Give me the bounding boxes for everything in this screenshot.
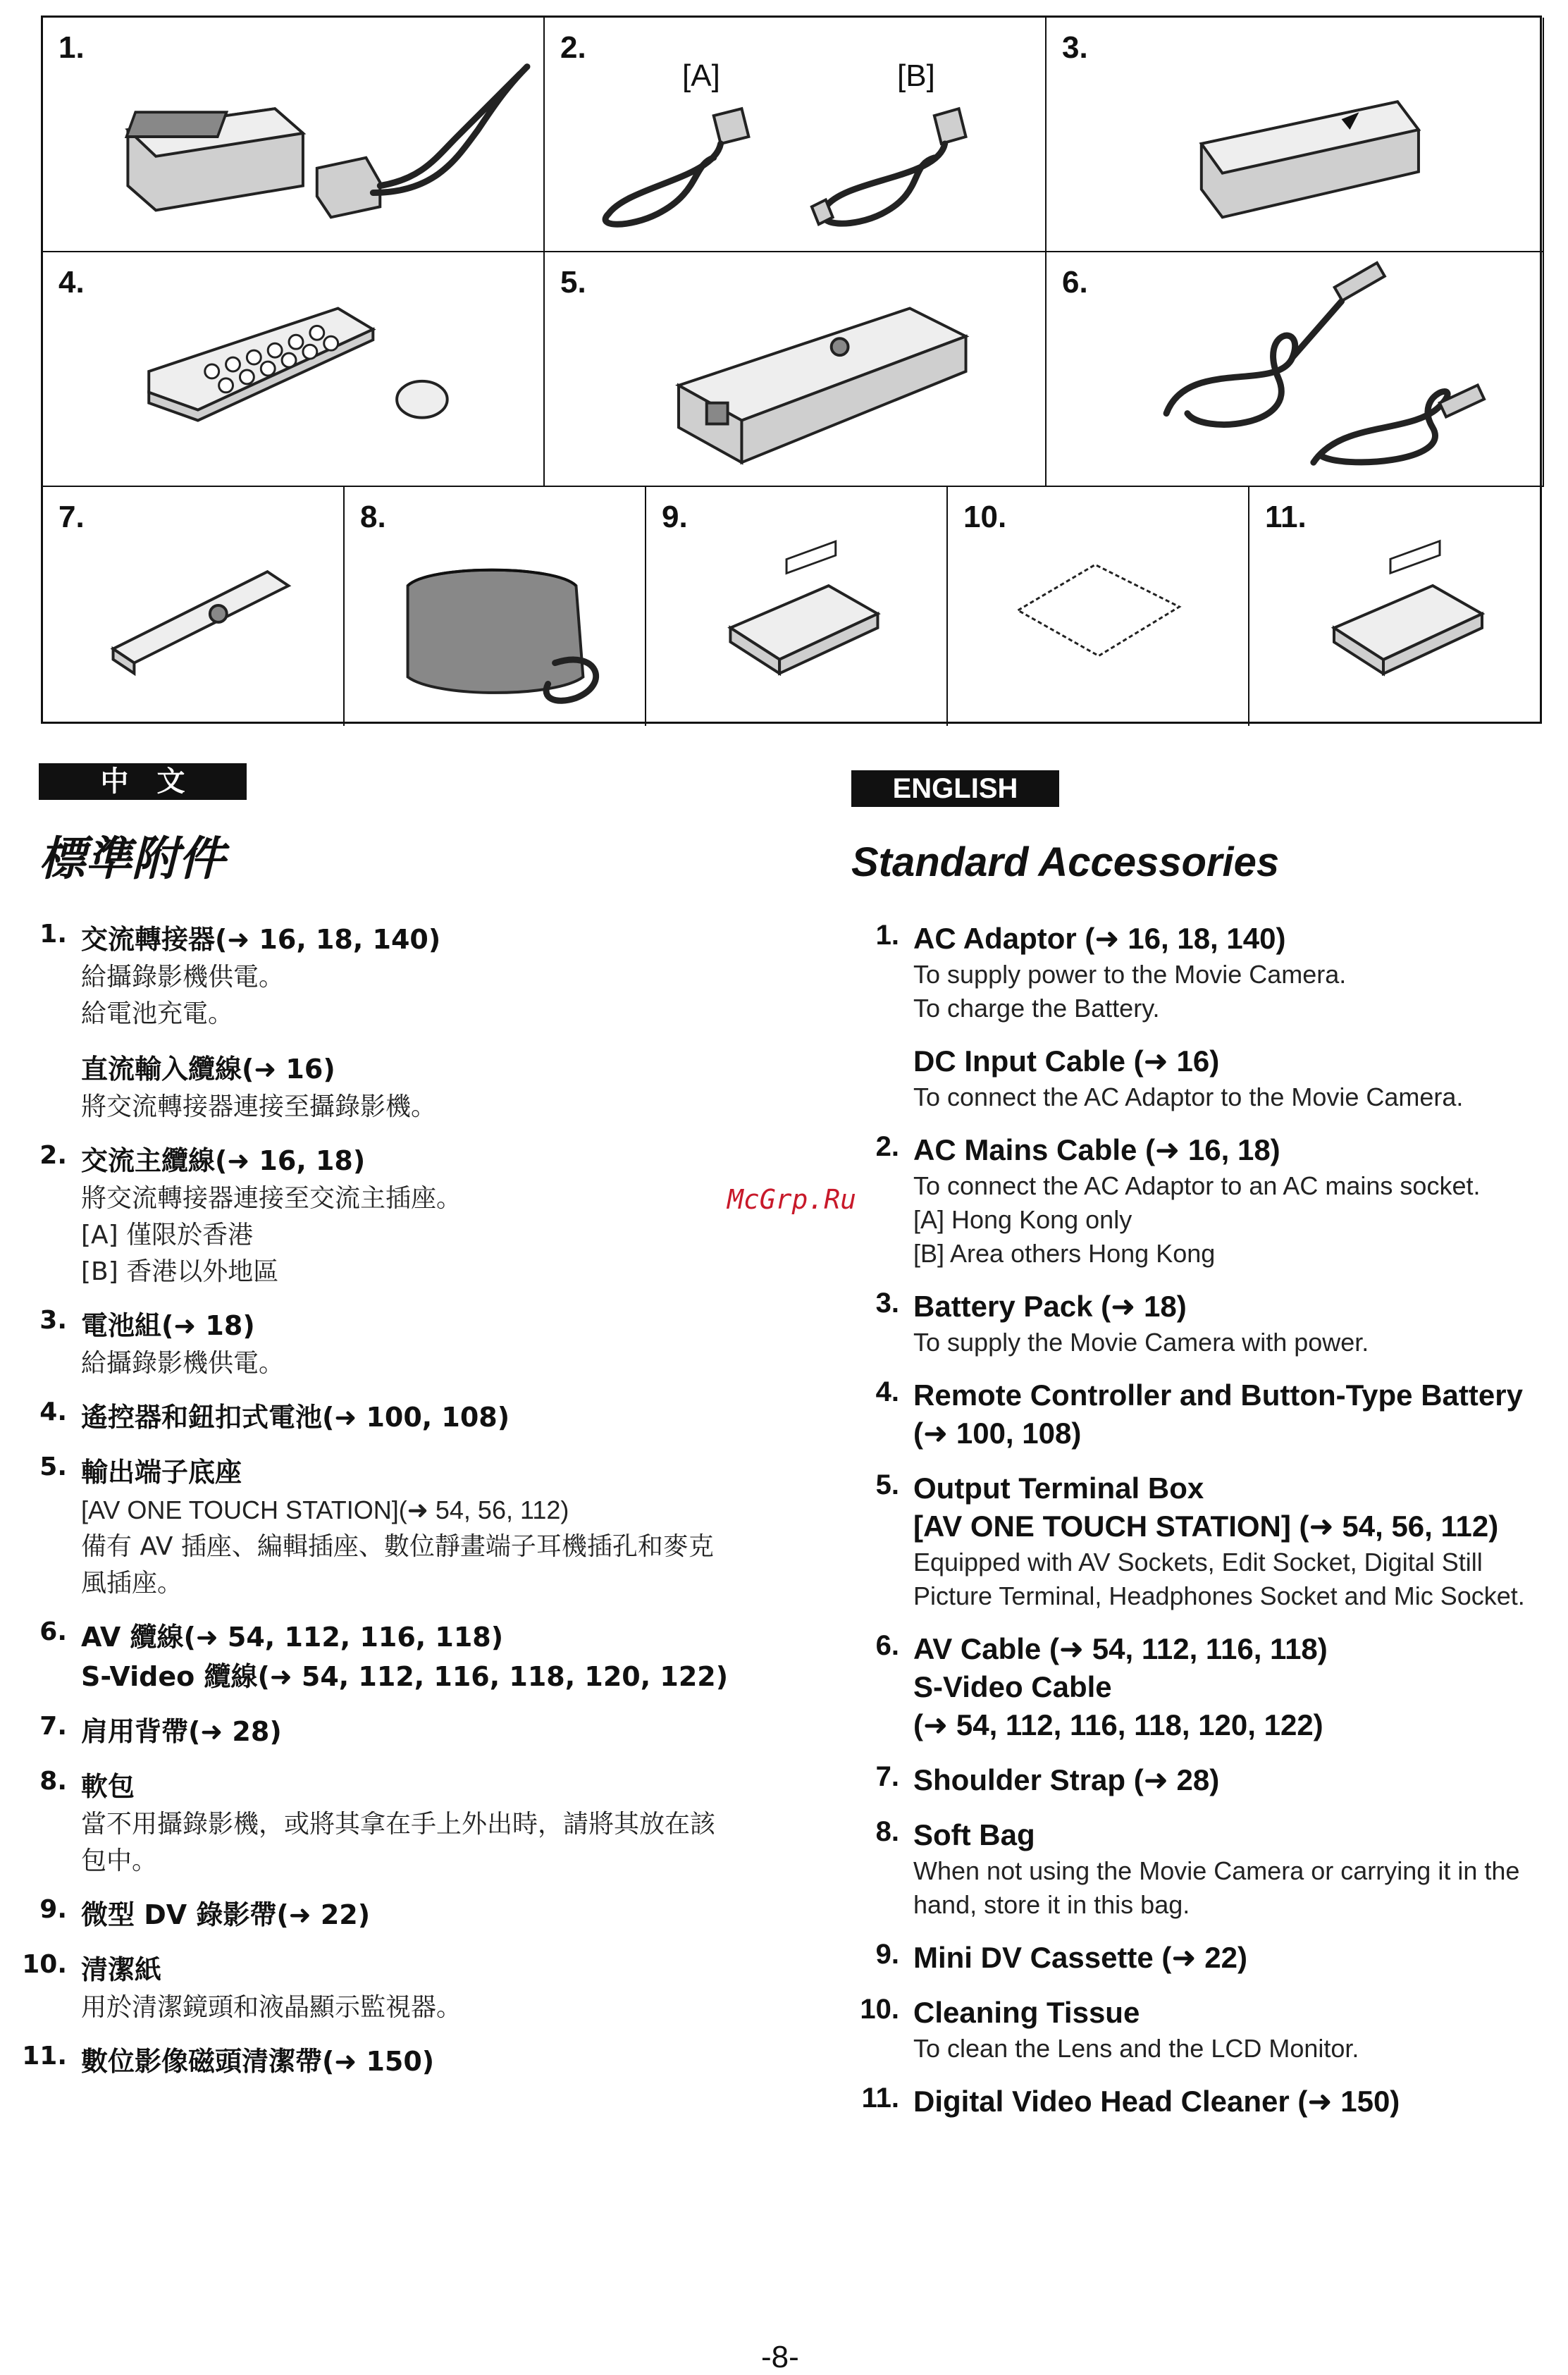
item-title: 交流轉接器(➜ 16, 18, 140) bbox=[81, 924, 441, 955]
language-badge-chinese: 中 文 bbox=[39, 763, 247, 800]
item-title: (➜ 54, 112, 116, 118, 120, 122) bbox=[913, 1708, 1323, 1741]
list-item bbox=[875, 1376, 1548, 1452]
list-item bbox=[39, 1895, 736, 1935]
item-title: AV 纜線(➜ 54, 112, 116, 118) bbox=[81, 1622, 504, 1653]
item-number: 1. bbox=[875, 920, 899, 951]
item-title: 直流輸入纜線(➜ 16) bbox=[81, 1054, 335, 1085]
item-number: 4. bbox=[39, 1398, 67, 1426]
list-item bbox=[22, 1950, 736, 2026]
list-item bbox=[875, 1469, 1548, 1613]
item-title: AC Mains Cable (➜ 16, 18) bbox=[913, 1133, 1280, 1166]
item-number: 7. bbox=[39, 1712, 67, 1741]
item-title: Output Terminal Box bbox=[913, 1472, 1204, 1505]
item-number: 2. bbox=[560, 30, 586, 65]
item-title: Digital Video Head Cleaner (➜ 150) bbox=[913, 2085, 1400, 2118]
item-title: 肩用背帶(➜ 28) bbox=[81, 1716, 282, 1747]
cell-battery-pack bbox=[1047, 18, 1544, 252]
item-title: AC Adaptor (➜ 16, 18, 140) bbox=[913, 922, 1286, 955]
item-number: 8. bbox=[360, 500, 386, 534]
remote-controller-illustration bbox=[43, 252, 543, 486]
item-title: 遙控器和鈕扣式電池(➜ 100, 108) bbox=[81, 1402, 510, 1433]
cell-shoulder-strap bbox=[43, 487, 345, 726]
item-description: [B] Area others Hong Kong bbox=[913, 1239, 1216, 1268]
item-number: 1. bbox=[39, 920, 67, 949]
accessory-grid bbox=[41, 16, 1542, 724]
list-item bbox=[875, 1288, 1548, 1359]
item-number: 1. bbox=[58, 30, 85, 65]
battery-pack-illustration bbox=[1047, 18, 1543, 251]
item-number: 10. bbox=[860, 1994, 899, 2025]
item-number: 2. bbox=[39, 1141, 67, 1170]
cell-ac-mains-cable bbox=[545, 18, 1047, 252]
item-title: Cleaning Tissue bbox=[913, 1996, 1140, 2029]
item-description: To supply power to the Movie Camera. bbox=[913, 960, 1347, 989]
item-number: 3. bbox=[1062, 30, 1088, 65]
list-item bbox=[861, 2083, 1548, 2121]
list-item bbox=[875, 1939, 1548, 1977]
ac-adaptor-illustration bbox=[43, 18, 543, 251]
item-description: To connect the AC Adaptor to the Movie Camera. bbox=[913, 1082, 1464, 1111]
list-item bbox=[875, 1761, 1548, 1799]
item-title: 輸出端子底座 bbox=[81, 1457, 242, 1488]
item-number: 5. bbox=[39, 1452, 67, 1481]
item-title: S-Video Cable bbox=[913, 1670, 1112, 1703]
item-number: 11. bbox=[861, 2083, 899, 2114]
item-title: Battery Pack (➜ 18) bbox=[913, 1290, 1187, 1323]
list-item bbox=[39, 1141, 736, 1290]
list-item bbox=[22, 2042, 736, 2081]
item-subtitle: [AV ONE TOUCH STATION](➜ 54, 56, 112) bbox=[81, 1495, 569, 1524]
list-item bbox=[875, 920, 1548, 1114]
item-title: [AV ONE TOUCH STATION] (➜ 54, 56, 112) bbox=[913, 1510, 1499, 1543]
item-description: [A] 僅限於香港 bbox=[81, 1221, 254, 1250]
item-description: 當不用攝錄影機，或將其拿在手上外出時，請將其放在該包中。 bbox=[81, 1810, 716, 1875]
item-number: 7. bbox=[58, 500, 85, 534]
item-description: To connect the AC Adaptor to an AC mains socket. bbox=[913, 1171, 1481, 1200]
item-description: 備有 AV 插座、編輯插座、數位靜畫端子耳機插孔和麥克風插座。 bbox=[81, 1532, 714, 1598]
item-number: 9. bbox=[662, 500, 688, 534]
list-item bbox=[39, 1306, 736, 1382]
list-item bbox=[39, 1452, 736, 1602]
item-number: 9. bbox=[39, 1895, 67, 1924]
item-number: 11. bbox=[1265, 500, 1307, 534]
item-number: 2. bbox=[875, 1131, 899, 1162]
item-title: 電池組(➜ 18) bbox=[81, 1310, 255, 1341]
item-title: Mini DV Cassette (➜ 22) bbox=[913, 1941, 1247, 1974]
item-title: 清潔紙 bbox=[81, 1954, 162, 1985]
item-description: 給攝錄影機供電。 bbox=[81, 963, 285, 992]
list-item bbox=[39, 1398, 736, 1437]
cell-av-cable bbox=[1047, 252, 1544, 487]
item-title: 微型 DV 錄影帶(➜ 22) bbox=[81, 1899, 371, 1930]
cleaning-tissue-illustration bbox=[948, 487, 1248, 726]
item-description: 將交流轉接器連接至攝錄影機。 bbox=[81, 1092, 437, 1121]
item-title: DC Input Cable (➜ 16) bbox=[913, 1044, 1220, 1078]
list-item bbox=[39, 1767, 736, 1880]
item-title: Soft Bag bbox=[913, 1818, 1035, 1851]
head-cleaner-illustration bbox=[1249, 487, 1544, 726]
section-heading-english: Standard Accessories bbox=[851, 839, 1280, 885]
item-number: 6. bbox=[39, 1617, 67, 1646]
cell-remote-controller bbox=[43, 252, 545, 487]
item-description: [B] 香港以外地區 bbox=[81, 1257, 279, 1286]
language-badge-english: ENGLISH bbox=[851, 770, 1059, 807]
item-number: 7. bbox=[875, 1761, 899, 1792]
item-number: 4. bbox=[58, 265, 85, 300]
item-description: [A] Hong Kong only bbox=[913, 1205, 1132, 1234]
watermark: McGrp.Ru bbox=[727, 1184, 857, 1215]
item-number: 8. bbox=[875, 1816, 899, 1847]
av-cable-illustration bbox=[1047, 252, 1543, 486]
terminal-box-illustration bbox=[545, 252, 1045, 486]
item-title: 數位影像磁頭清潔帶(➜ 150) bbox=[81, 2046, 435, 2077]
item-description: Equipped with AV Sockets, Edit Socket, Digital Still Picture Terminal, Headphones Socket and Mic Socket. bbox=[913, 1548, 1525, 1610]
list-item bbox=[39, 1617, 736, 1696]
list-item bbox=[875, 1630, 1548, 1744]
list-item bbox=[860, 1994, 1548, 2066]
item-title: 交流主纜線(➜ 16, 18) bbox=[81, 1145, 366, 1176]
item-number: 9. bbox=[875, 1939, 899, 1970]
cell-mini-dv-cassette bbox=[646, 487, 948, 726]
item-description: 用於清潔鏡頭和液晶顯示監視器。 bbox=[81, 1993, 462, 2022]
item-number: 6. bbox=[875, 1630, 899, 1661]
accessory-list-english bbox=[860, 920, 1548, 2138]
item-number: 11. bbox=[22, 2042, 67, 2071]
item-description: When not using the Movie Camera or carrying it in the hand, store it in this bag. bbox=[913, 1856, 1520, 1919]
item-title: 軟包 bbox=[81, 1771, 135, 1802]
shoulder-strap-illustration bbox=[43, 487, 343, 726]
item-number: 5. bbox=[560, 265, 586, 300]
item-title: S-Video 纜線(➜ 54, 112, 116, 118, 120, 122) bbox=[81, 1661, 729, 1692]
list-item bbox=[39, 1712, 736, 1751]
section-heading-chinese: 標準附件 bbox=[39, 832, 225, 886]
cell-soft-bag bbox=[345, 487, 646, 726]
list-item bbox=[875, 1816, 1548, 1922]
cell-ac-adaptor bbox=[43, 18, 545, 252]
item-number: 8. bbox=[39, 1767, 67, 1796]
accessory-list-chinese bbox=[22, 920, 736, 2097]
item-title: AV Cable (➜ 54, 112, 116, 118) bbox=[913, 1632, 1328, 1665]
list-item bbox=[875, 1131, 1548, 1271]
item-description: 將交流轉接器連接至交流主插座。 bbox=[81, 1184, 462, 1213]
item-description: To supply the Movie Camera with power. bbox=[913, 1328, 1369, 1357]
item-number: 10. bbox=[963, 500, 1007, 534]
item-description: To clean the Lens and the LCD Monitor. bbox=[913, 2034, 1359, 2063]
item-description: To charge the Battery. bbox=[913, 994, 1160, 1023]
item-number: 3. bbox=[39, 1306, 67, 1335]
item-description: 給電池充電。 bbox=[81, 999, 234, 1028]
mains-cable-illustration bbox=[545, 18, 1045, 251]
cell-output-terminal-box bbox=[545, 252, 1047, 487]
variant-label-a: [A] bbox=[682, 58, 720, 93]
variant-label-b: [B] bbox=[897, 58, 935, 93]
item-title: Remote Controller and Button-Type Battery (➜ 100, 108) bbox=[913, 1378, 1523, 1450]
cassette-illustration bbox=[646, 487, 946, 726]
soft-bag-illustration bbox=[345, 487, 645, 726]
item-number: 6. bbox=[1062, 265, 1088, 300]
item-number: 4. bbox=[875, 1376, 899, 1407]
item-description: 給攝錄影機供電。 bbox=[81, 1349, 285, 1378]
page-number: -8- bbox=[761, 2340, 799, 2374]
item-number: 3. bbox=[875, 1288, 899, 1319]
list-item bbox=[39, 920, 736, 1125]
cell-cleaning-tissue bbox=[948, 487, 1249, 726]
cell-head-cleaner bbox=[1249, 487, 1544, 726]
item-title: Shoulder Strap (➜ 28) bbox=[913, 1763, 1220, 1796]
item-number: 10. bbox=[22, 1950, 67, 1979]
item-number: 5. bbox=[875, 1469, 899, 1500]
